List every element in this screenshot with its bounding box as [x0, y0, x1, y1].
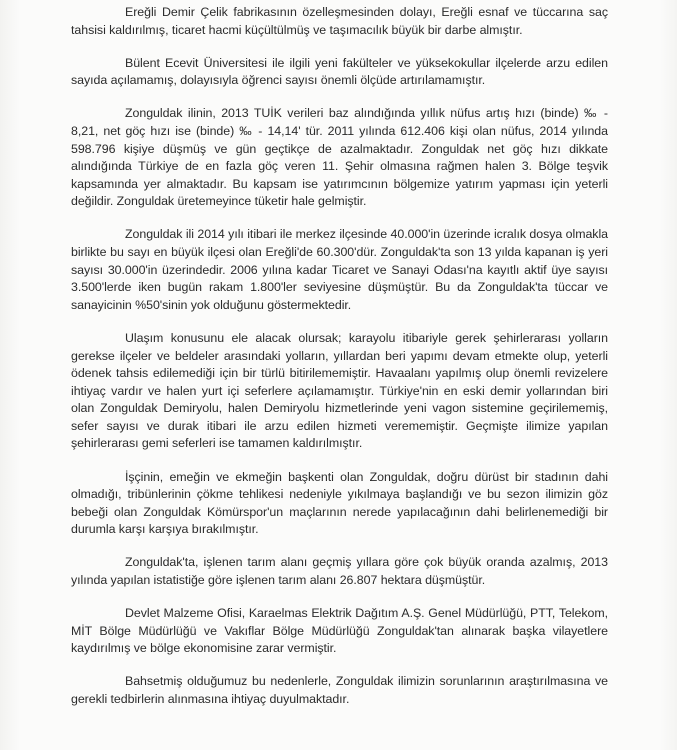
paragraph-economy: Zonguldak ili 2014 yılı itibari ile merkez ilçesinde 40.000'in üzerinde icralık dosya olmakla birlikte bu sayı en büyük ilçesi olan Ereğli'de 60.300'dür. Zonguldak'ta son 13 yılda kapanan iş yeri sayısı 30.000'in üzerindedir. 2006 yılına kadar Ticaret ve Sanayi Odası'na kayıtlı aktif üye sayısı 3.500'lerde iken bugün rakam 1.800'ler seviyesine düşmüştür. Bu da Zonguldak'ta tüccar ve sanayicinin %50'sinin yok olduğunu göstermektedir. [71, 227, 608, 312]
paragraph-conclusion: Bahsetmiş olduğumuz bu nedenlerle, Zonguldak ilimizin sorunlarının araştırılmasına ve gerekli tedbirlerin alınmasına ihtiyaç duyulmaktadır. [71, 674, 608, 706]
paragraph-university: Bülent Ecevit Üniversitesi ile ilgili yeni fakülteler ve yüksekokullar ilçelerde arzu edilen sayıda açılamamış, dolayısıyla öğrenci sayısı önemli ölçüde artırılamamıştır. [71, 55, 608, 88]
paragraph-population: Zonguldak ilinin, 2013 TUİK verileri baz alındığında yıllık nüfus artış hızı (binde) ‰ - 8,21, net göç hızı ise (binde) ‰ - 14,14' tür. 2011 yılında 612.406 kişi olan nüfus, 2014 yılında 598.796 kişiye düşmüş ve gün geçtikçe de azalmaktadır. Zonguldak net göç hızı dikkate alındığında Türkiye de en fazla göç veren 11. Şehir olmasına rağmen halen 3. Bölge teşvik kapsamında yer almaktadır. Bu kapsam ise yatırımcının bölgemize yatırım yapması için yeterli değildir. Zonguldak üretemeyince tüketir hale gelmiştir. [71, 106, 608, 209]
paragraph-transportation: Ulaşım konusunu ele alacak olursak; karayolu itibariyle gerek şehirlerarası yolların gerekse ilçeler ve beldeler arasındaki yolların, yıllardan beri yapımı devam etmekte olup, yeterli ödenek tahsis edilemediği için bir türlü bitirilememiştir. Havaalanı yapılmış olup önemli revizelere ihtiyaç vardır ve halen yurt içi seferlere açılamamıştır. Türkiye'nin en eski demir yollarından biri olan Zonguldak Demiryolu, halen Demiryolu hizmetlerinde yeni vagon sistemine geçirilememiş, sefer sayısı ve durak itibari ile arzu edilen hizmeti verememiştir. Geçmişte ilimize yapılan şehirlerarası gemi seferleri ise tamamen kaldırılmıştır. [71, 330, 608, 451]
paragraph-stadium: İşçinin, emeğin ve ekmeğin başkenti olan Zonguldak, doğru dürüst bir stadının dahi olmadığı, tribünlerinin çökme tehlikesi nedeniyle yıkılmaya başlandığı ve bu sezon ilimizin göz bebeği olan Zonguldak Kömürspor'un maçlarının nerede yapılacağının dahi belirlenemediği bir durumla karşı karşıya bırakılmıştır. [71, 469, 608, 537]
paragraph-eregli-demir-celik: Ereğli Demir Çelik fabrikasının özelleşmesinden dolayı, Ereğli esnaf ve tüccarına saç tahsisi kaldırılmış, ticaret hacmi küçültülmüş ve taşımacılık büyük bir darbe almıştır. [71, 5, 608, 37]
document-body [71, 4, 608, 724]
paragraph-institutions: Devlet Malzeme Ofisi, Karaelmas Elektrik Dağıtım A.Ş. Genel Müdürlüğü, PTT, Telekom, MİT Bölge Müdürlüğü ve Vakıflar Bölge Müdürlüğü Zonguldak'tan alınarak başka vilayetlere kaydırılmış ve bölge ekonomisine zarar vermiştir. [71, 606, 608, 656]
paragraph-agriculture: Zonguldak'ta, işlenen tarım alanı geçmiş yıllara göre çok büyük oranda azalmış, 2013 yılında yapılan istatistiğe göre işlenen tarım alanı 26.807 hektara düşmüştür. [71, 555, 608, 588]
